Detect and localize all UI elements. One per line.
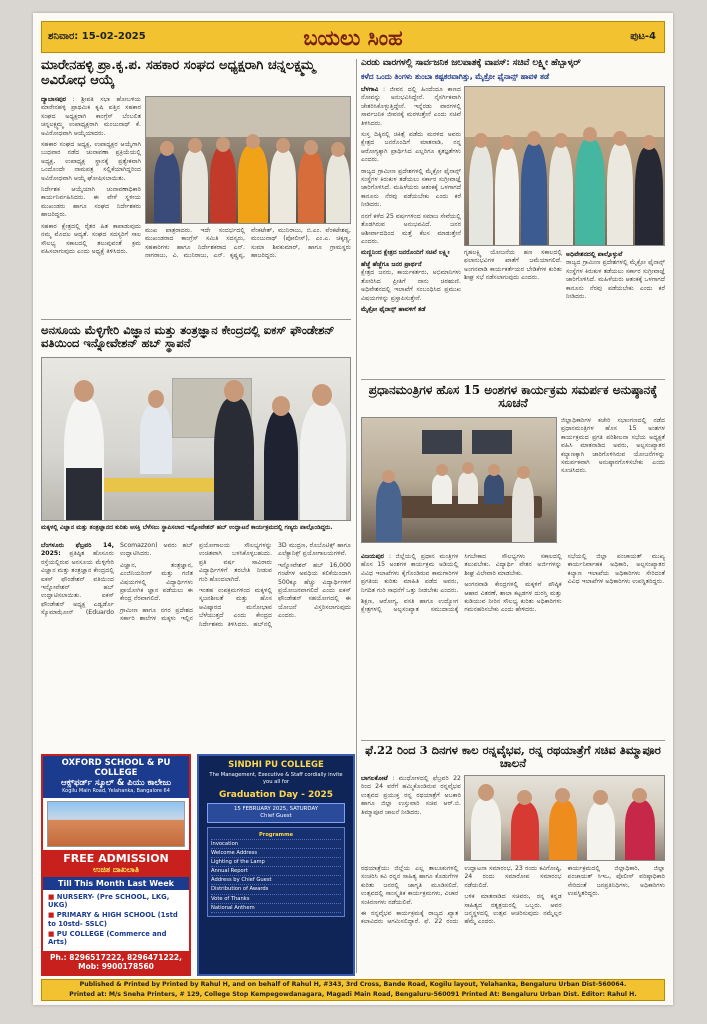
article1-body-col1: ದ್ಯಾಬಾಸಪುರ : ಶ್ರೀಪತಿ ಸಭಾ ಹೋಬಳಿಯ ಮಾರೇನಹಳ್ಳಿ ಪ್ರಾಥಮಿಕ ಕೃಷಿ ಪತ್ತಿನ ಸಹಕಾರ ಸಂಘದ ಅಧ್ಯಕ್ಷರಾಗಿ ಕಾಂಗ್ರೆಸ್ ಬೆಂಬಲಿತ ಚನ್ನಲಕ್ಷ್ಮಮ್ಮ ಉಪಾಧ್ಯಕ್ಷರಾಗಿ ಮಂಜುನಾಥ್ ಕೆ. ಅವಿರೋಧವಾಗಿ ಆಯ್ಕೆಯಾದರು. ಸಹಕಾರ ಸಂಘದ ಅಧ್ಯಕ್ಷ, ಉಪಾಧ್ಯಕ್ಷರ ಆಯ್ಕೆಗಾಗಿ ಬುಧವಾರ ನಡೆದ ಚುನಾವಣಾ ಪ್ರಕ್ರಿಯೆಯಲ್ಲಿ ಅಧ್ಯಕ್ಷ, ಉಪಾಧ್ಯಕ್ಷ ಸ್ಥಾನಕ್ಕೆ ಪ್ರತ್ಯೇಕವಾಗಿ ಒಂದೊಂದೇ ನಾಮಪತ್ರ ಸಲ್ಲಿಕೆಯಾಗಿದ್ದರಿಂದ ಅವಿರೋಧವಾಗಿ ಆಯ್ಕೆ ಘೋಷಿಸಲಾಯಿತು. ನಿರ್ದೇಶಕ ಆಯ್ಕೆಯಾಗಿ ಚುನಾವಣಾಧಿಕಾರಿ ಕಾರ್ಯನಿರ್ವಹಿಸಿದರು. ಈ ವೇಳೆ ಸ್ಥಳೀಯ ಮುಖಂಡರು ಹಾಗೂ ಸಂಘದ ನಿರ್ದೇಶಕರು ಹಾಜರಿದ್ದರು. ಸಹಕಾರ ಕ್ಷೇತ್ರದಲ್ಲಿ ರೈತರ ಹಿತ ಕಾಪಾಡುವುದು ನಮ್ಮ ಮೊದಲ ಆದ್ಯತೆ. ಸಂಘದ ಸದಸ್ಯರಿಗೆ ಸಾಲ ಸೌಲಭ್ಯ ಸಕಾಲದಲ್ಲಿ ತಲುಪುವಂತೆ ಕ್ರಮ ವಹಿಸಲಾಗುವುದು ಎಂದು ಅಧ್ಯಕ್ಷೆ ತಿಳಿಸಿದರು. [41,96,141,255]
divider [41,319,351,320]
article5-para: ಮುಧೋಳದಲ್ಲಿ ಫೆಬ್ರವರಿ 22 ರಿಂದ 24 ವರೆಗೆ ಹಮ್ಮಿಕೊಂಡಿರುವ ರನ್ನವೈಭವ ಉತ್ಸವದ ಪ್ರಯುಕ್ತ ರನ್ನ ರಥಯಾತ್ರೆಗೆ ಅಬಕಾರಿ ಹಾಗೂ ಜಿಲ್ಲಾ ಉಸ್ತುವಾರಿ ಸಚಿವ ಆರ್.ಬಿ. ತಿಮ್ಮಾಪೂರ ಚಾಲನೆ ನೀಡಿದರು. [361,775,461,816]
ad-oxford-name-kn: ಆಕ್ಸ್‌ಫರ್ಡ್ ಸ್ಕೂಲ್ & ಪಿಯು ಕಾಲೇಜು [60,777,172,788]
programme-item: Distribution of Awards [211,885,341,894]
ad-sindhi-date: 15 FEBRUARY 2025, SATURDAY Chief Guest [207,803,345,824]
article2-caption: ಮಕ್ಕಳಲ್ಲಿ ವಿಜ್ಞಾನ ಮತ್ತು ತಂತ್ರಜ್ಞಾನದ ಕುರಿತು ಆಸಕ್ತಿ ಬೆಳೆಸಲು ಸ್ಥಾಪಿಸಲಾದ ಇನ್ನೋವೇಶನ್ ಹಬ್ ಉದ್ಘಾಟನೆ ಕಾರ್ಯಕ್ರಮದಲ್ಲಿ ಗಣ್ಯರು ಪಾಲ್ಗೊಂಡಿದ್ದರು. [41,524,333,531]
article3-para: ಜೀವನ ದಲ್ಲಿ ಹಿಂದೆಂದೂ ಕಾಣದ ನೋವನ್ನು ಅನುಭವಿಸಿದ್ದೇನೆ. ನೈಸರ್ಗಿಕವಾಗಿ ಚೇತರಿಸಿಕೊಳ್ಳುತ್ತಿದ್ದೇನೆ. ಇನ್ನೆರಡು ವಾರಗಳಲ್ಲಿ ಸಾರ್ವಜನಿಕ ಜೀವನಕ್ಕೆ ಮರಳುತ್ತೇನೆ ಎಂದು ಸಚಿವೆ ತಿಳಿಸಿದರು. [361,86,461,127]
article3-para: ರಾಜ್ಯದ ಗ್ರಾಮೀಣ ಪ್ರದೇಶಗಳಲ್ಲಿ ಮೈಕ್ರೋ ಫೈನಾನ್ಸ್ ಸಂಸ್ಥೆಗಳ ಕಿರುಕುಳ ತಡೆಯಲು ಸರ್ಕಾರ ಸುಗ್ರೀವಾಜ್ಞೆ ಜಾರಿಗೊಳಿಸಿದೆ. ಮಹಿಳೆಯರು ಆತಂಕಕ್ಕೆ ಒಳಗಾಗದೆ ಕಾನೂನು ನೆರವು ಪಡೆಯಬೇಕು ಎಂದು ಕರೆ ನೀಡಿದರು. [566,259,665,301]
ad-sindhi-tagline: The Management, Executive & Staff cordially invite you all for [209,772,343,785]
ad-mobile: Mob: 9900178560 [78,962,154,972]
article4-dateline: ವಿಜಯಪುರ [361,553,385,560]
article1-para: ಶ್ರೀಪತಿ ಸಭಾ ಹೋಬಳಿಯ ಮಾರೇನಹಳ್ಳಿ ಪ್ರಾಥಮಿಕ ಕೃಷಿ ಪತ್ತಿನ ಸಹಕಾರ ಸಂಘದ ಅಧ್ಯಕ್ಷರಾಗಿ ಕಾಂಗ್ರೆಸ್ ಬೆಂಬಲಿತ ಚನ್ನಲಕ್ಷ್ಮಮ್ಮ ಉಪಾಧ್ಯಕ್ಷರಾಗಿ ಮಂಜುನಾಥ್ ಕೆ. ಅವಿರೋಧವಾಗಿ ಆಯ್ಕೆಯಾದರು. [41,96,141,137]
article5-body-col1: ಬಾಗಲಕೋಟೆ : ಮುಧೋಳದಲ್ಲಿ ಫೆಬ್ರವರಿ 22 ರಿಂದ 24 ವರೆಗೆ ಹಮ್ಮಿಕೊಂಡಿರುವ ರನ್ನವೈಭವ ಉತ್ಸವದ ಪ್ರಯುಕ್ತ ರನ್ನ ರಥಯಾತ್ರೆಗೆ ಅಬಕಾರಿ ಹಾಗೂ ಜಿಲ್ಲಾ ಉಸ್ತುವಾರಿ ಸಚಿವ ಆರ್.ಬಿ. ತಿಮ್ಮಾಪೂರ ಚಾಲನೆ ನೀಡಿದರು. [361,775,461,816]
ad-sindhi-name: SINDHI PU COLLEGE [228,760,324,770]
article1-para: ನಿರ್ದೇಶಕ ಆಯ್ಕೆಯಾಗಿ ಚುನಾವಣಾಧಿಕಾರಿ ಕಾರ್ಯನಿರ್ವಹಿಸಿದರು. ಈ ವೇಳೆ ಸ್ಥಳೀಯ ಮುಖಂಡರು ಹಾಗೂ ಸಂಘದ ನಿರ್ದೇಶಕರು ಹಾಜರಿದ್ದರು. [41,186,141,219]
article1-para: ಸಹಕಾರ ಕ್ಷೇತ್ರದಲ್ಲಿ ರೈತರ ಹಿತ ಕಾಪಾಡುವುದು ನಮ್ಮ ಮೊದಲ ಆದ್ಯತೆ. ಸಂಘದ ಸದಸ್ಯರಿಗೆ ಸಾಲ ಸೌಲಭ್ಯ ಸಕಾಲದಲ್ಲಿ ತಲುಪುವಂತೆ ಕ್ರಮ ವಹಿಸಲಾಗುವುದು ಎಂದು ಅಧ್ಯಕ್ಷೆ ತಿಳಿಸಿದರು. [41,222,141,255]
article5-dateline: ಬಾಗಲಕೋಟೆ [361,775,388,782]
oxford-school-ad[interactable] [41,754,191,976]
article3-dateline: ಬೆಳಗಾವಿ [361,86,379,93]
divider [361,740,665,741]
article1-photo [145,96,351,224]
article5-para: ರಥಯಾತ್ರೆಯು ಜಿಲ್ಲೆಯ ಎಲ್ಲ ತಾಲೂಕುಗಳಲ್ಲಿ ಸಂಚರಿಸಿ ಕವಿ ರನ್ನನ ಸಾಹಿತ್ಯ ಹಾಗೂ ಕೊಡುಗೆಗಳ ಕುರಿತು ಜನರಲ್ಲಿ ಜಾಗೃತಿ ಮೂಡಿಸಲಿದೆ. ಉತ್ಸವದಲ್ಲಿ ಸಾಂಸ್ಕೃತಿಕ ಕಾರ್ಯಕ್ರಮಗಳು, ವಿಚಾರ ಸಂಕಿರಣಗಳು ನಡೆಯಲಿವೆ. [361,865,459,906]
programme-list [207,827,345,917]
school-building-image [47,801,185,847]
article2-para: ಗ್ರಾಮೀಣ ಹಾಗೂ ನಗರ ಪ್ರದೇಶದ ಸರ್ಕಾರಿ ಶಾಲೆಗಳ ಮಕ್ಕಳು ಇಲ್ಲಿನ ಪ್ರಯೋಗಾಲಯ ಸೌಲಭ್ಯಗಳನ್ನು ಉಚಿತವಾಗಿ ಬಳಸಿಕೊಳ್ಳಬಹುದು. ಪ್ರತಿ ವರ್ಷ ಸಾವಿರಾರು ವಿದ್ಯಾರ್ಥಿಗಳಿಗೆ ತರಬೇತಿ ನೀಡುವ ಗುರಿ ಹೊಂದಲಾಗಿದೆ. [120,542,272,623]
article4-body: ವಿಜಯಪುರ : ಜಿಲ್ಲೆಯಲ್ಲಿ ಪ್ರಧಾನ ಮಂತ್ರಿಗಳ ಹೊಸ 15 ಅಂಶಗಳ ಕಾರ್ಯಕ್ರಮ ಅಡಿಯಲ್ಲಿ ವಿವಿಧ ಇಲಾಖೆಗಳು ಕೈಗೊಂಡಿರುವ ಕಾಮಗಾರಿಗಳ ಪ್ರಗತಿಯ ಕುರಿತು ಮಾಹಿತಿ ಪಡೆದ ಅವರು, ನಿಗದಿತ ಗುರಿ ಸಾಧನೆಗೆ ಒತ್ತು ನೀಡಬೇಕು ಎಂದರು. ಶಿಕ್ಷಣ, ಆರೋಗ್ಯ, ವಸತಿ ಹಾಗೂ ಉದ್ಯೋಗ ಕ್ಷೇತ್ರಗಳಲ್ಲಿ ಅಲ್ಪಸಂಖ್ಯಾತ ಸಮುದಾಯಕ್ಕೆ ಸಿಗಬೇಕಾದ ಸೌಲಭ್ಯಗಳು ಸಕಾಲದಲ್ಲಿ ತಲುಪಬೇಕು. ವಿದ್ಯಾರ್ಥಿ ವೇತನ ಅರ್ಜಿಗಳನ್ನು ಶೀಘ್ರ ವಿಲೇವಾರಿ ಮಾಡಬೇಕು. ಅಂಗನವಾಡಿ ಕೇಂದ್ರಗಳಲ್ಲಿ ಮಕ್ಕಳಿಗೆ ಪೌಷ್ಠಿಕ ಆಹಾರ ವಿತರಣೆ, ಶಾಲಾ ಕಟ್ಟಡಗಳ ದುರಸ್ತಿ ಮತ್ತು ಕುಡಿಯುವ ನೀರಿನ ಸೌಲಭ್ಯ ಕುರಿತು ಅಧಿಕಾರಿಗಳು ಗಮನಹರಿಸಬೇಕು ಎಂದು ಹೇಳಿದರು. ಸಭೆಯಲ್ಲಿ ಜಿಲ್ಲಾ ಪಂಚಾಯತ್ ಮುಖ್ಯ ಕಾರ್ಯನಿರ್ವಾಹಕ ಅಧಿಕಾರಿ, ಅಲ್ಪಸಂಖ್ಯಾತರ ಕಲ್ಯಾಣ ಇಲಾಖೆಯ ಅಧಿಕಾರಿಗಳು ಸೇರಿದಂತೆ ವಿವಿಧ ಇಲಾಖೆಗಳ ಅಧಿಕಾರಿಗಳು ಉಪಸ್ಥಿತರಿದ್ದರು. [361,553,665,614]
programme-item: Welcome Address [211,849,341,858]
course-item: ■ PRIMARY & HIGH SCHOOL (1std to 10std- SSLC) [48,911,178,928]
imprint-line: Printed at: M/s Sneha Printers, # 129, College Stop Kempegowdanagara, Magadi Main Road, Bengaluru-560091 Printed At: Bengaluru Urban Dist. Editor: Rahul H. [69,991,637,998]
article5-para: ಕಾರ್ಯಕ್ರಮದಲ್ಲಿ ಜಿಲ್ಲಾಧಿಕಾರಿ, ಜಿಲ್ಲಾ ಪಂಚಾಯತ್ ಸಿಇಒ, ಪೊಲೀಸ್ ವರಿಷ್ಠಾಧಿಕಾರಿ ಸೇರಿದಂತೆ ಜನಪ್ರತಿನಿಧಿಗಳು, ಅಧಿಕಾರಿಗಳು ಉಪಸ್ಥಿತರಿದ್ದರು. [567,865,665,898]
article3-body-col2 [464,249,562,375]
article2-body [41,542,351,748]
article1-headline: ಮಾರೇನಹಳ್ಳಿ ಪ್ರಾ.ಕೃ.ಪ. ಸಹಕಾರ ಸಂಘದ ಅಧ್ಯಕ್ಷರಾಗಿ ಚನ್ನಲಕ್ಷ್ಮಮ್ಮ ಅವಿರೋಧ ಆಯ್ಕೆ [41,58,315,88]
article1-dateline: ದ್ಯಾಬಾಸಪುರ [41,96,67,103]
article2-dateline: ಬೆಂಗಳೂರು ಫೆಬ್ರವರಿ 14, 2025: [41,542,114,558]
article3-body-col1: ಬೆಳಗಾವಿ : ಜೀವನ ದಲ್ಲಿ ಹಿಂದೆಂದೂ ಕಾಣದ ನೋವನ್ನು ಅನುಭವಿಸಿದ್ದೇನೆ. ನೈಸರ್ಗಿಕವಾಗಿ ಚೇತರಿಸಿಕೊಳ್ಳುತ್ತಿದ್ದೇನೆ. ಇನ್ನೆರಡು ವಾರಗಳಲ್ಲಿ ಸಾರ್ವಜನಿಕ ಜೀವನಕ್ಕೆ ಮರಳುತ್ತೇನೆ ಎಂದು ಸಚಿವೆ ತಿಳಿಸಿದರು. ಸುಸ್ತ ದಿಕ್ಕಿನಲ್ಲಿ ಚಿಕಿತ್ಸೆ ಪಡೆದು ಮರಳಿದ ಅವರು ಕ್ಷೇತ್ರದ ಜನರೊಂದಿಗೆ ಮಾತನಾಡಿ, ನನ್ನ ಆರೋಗ್ಯಕ್ಕಾಗಿ ಪ್ರಾರ್ಥಿಸಿದ ಎಲ್ಲರಿಗೂ ಕೃತಜ್ಞತೆಗಳು ಎಂದರು. ರಾಜ್ಯದ ಗ್ರಾಮೀಣ ಪ್ರದೇಶಗಳಲ್ಲಿ ಮೈಕ್ರೋ ಫೈನಾನ್ಸ್ ಸಂಸ್ಥೆಗಳ ಕಿರುಕುಳ ತಡೆಯಲು ಸರ್ಕಾರ ಸುಗ್ರೀವಾಜ್ಞೆ ಜಾರಿಗೊಳಿಸಿದೆ. ಮಹಿಳೆಯರು ಆತಂಕಕ್ಕೆ ಒಳಗಾಗದೆ ಕಾನೂನು ನೆರವು ಪಡೆಯಬೇಕು ಎಂದು ಕರೆ ನೀಡಿದರು. ನನಗೆ ಕಳೆದ 25 ವರ್ಷಗಳಿಂದ ಸಮಾಜ ಸೇವೆಯಲ್ಲಿ ತೊಡಗಿರುವ ಅನುಭವವಿದೆ. ಜನರ ಆಶೀರ್ವಾದದಿಂದ ಮತ್ತೆ ಕೆಲಸ ಮಾಡುತ್ತೇನೆ ಎಂದರು. [361,86,461,245]
article4-headline: ಪ್ರಧಾನಮಂತ್ರಿಗಳ ಹೊಸ 15 ಅಂಶಗಳ ಕಾರ್ಯಕ್ರಮ ಸಮರ್ಪಕ ಅನುಷ್ಠಾನಕ್ಕೆ ಸೂಚನೆ [368,383,658,411]
article3-para: ಕ್ಷೇತ್ರದ ಜನರು, ಕಾರ್ಯಕರ್ತರು, ಅಭಿಮಾನಿಗಳು ತೋರಿಸಿದ ಪ್ರೀತಿಗೆ ನಾನು ಚಿರಋಣಿ. ಅಧಿವೇಶನದಲ್ಲಿ ಇಲಾಖೆಗೆ ಸಂಬಂಧಿಸಿದ ಪ್ರಮುಖ ವಿಷಯಗಳನ್ನು ಪ್ರಸ್ತಾಪಿಸುತ್ತೇನೆ. [361,269,461,302]
free-admission-banner [43,850,189,877]
ad-contact [43,951,189,975]
article5-photo [464,775,665,861]
ad-oxford-name: OXFORD SCHOOL & PU COLLEGE [61,758,171,778]
ad-deadline: Till This Month Last Week [43,877,189,890]
course-item: ■ PU COLLEGE (Commerce and Arts) [48,929,167,946]
article5-para: ಬಳಿಕ ಮಾತನಾಡಿದ ಸಚಿವರು, ರನ್ನ ಕನ್ನಡ ಸಾಹಿತ್ಯದ ರತ್ನತ್ರಯರಲ್ಲಿ ಒಬ್ಬರು. ಅವರ ಜನ್ಮಸ್ಥಳದಲ್ಲಿ ಉತ್ಸವ ಆಚರಿಸುವುದು ನಮ್ಮೆಲ್ಲರ ಹೆಮ್ಮೆ ಎಂದರು. [464,893,562,926]
article3-para: ನನಗೆ ಕಳೆದ 25 ವರ್ಷಗಳಿಂದ ಸಮಾಜ ಸೇವೆಯಲ್ಲಿ ತೊಡಗಿರುವ ಅನುಭವವಿದೆ. ಜನರ ಆಶೀರ್ವಾದದಿಂದ ಮತ್ತೆ ಕೆಲಸ ಮಾಡುತ್ತೇನೆ ಎಂದರು. [361,212,461,245]
page-number: ಪುಟ-4 [630,31,656,42]
article2-para: ಇಂತಹ ಉಪಕ್ರಮಗಳಿಂದ ಮಕ್ಕಳಲ್ಲಿ ಸೃಜನಶೀಲತೆ ಮತ್ತು ಹೊಸ ಆವಿಷ್ಕಾರದ ಮನೋಭಾವ ಬೆಳೆಯುತ್ತದೆ ಎಂದು ಕೇಂದ್ರದ ನಿರ್ದೇಶಕರು ತಿಳಿಸಿದರು. ಹಬ್‌ನಲ್ಲಿ 3D ಮುದ್ರಣ, ರೊಬೊಟಿಕ್ಸ್ ಹಾಗೂ ಎಲೆಕ್ಟ್ರಾನಿಕ್ಸ್ ಪ್ರಯೋಗಾಲಯಗಳಿವೆ. [199,542,351,628]
newspaper-page [33,13,673,1005]
course-list [43,890,189,951]
imprint-footer [41,979,665,1001]
article5-para: ಈ ರನ್ನವೈಭವ ಕಾರ್ಯಕ್ರಮಕ್ಕೆ ರಾಜ್ಯದ ಖ್ಯಾತ ಕಲಾವಿದರು ಆಗಮಿಸಲಿದ್ದಾರೆ. ಫೆ. 22 ರಂದು ಉದ್ಘಾಟನಾ ಸಮಾರಂಭ, 23 ರಂದು ಕವಿಗೋಷ್ಠಿ, 24 ರಂದು ಸಮಾರೋಪ ಸಮಾರಂಭ ನಡೆಯಲಿದೆ. [361,865,562,926]
ad-phone: Ph.: 8296517222, 8296471222, [50,952,182,962]
masthead [41,21,665,53]
article4-body-right: ಜಿಲ್ಲಾಧಿಕಾರಿಗಳ ಕಚೇರಿ ಸಭಾಂಗಣದಲ್ಲಿ ನಡೆದ ಪ್ರಧಾನಮಂತ್ರಿಗಳ ಹೊಸ 15 ಅಂಶಗಳ ಕಾರ್ಯಕ್ರಮದ ಪ್ರಗತಿ ಪರಿಶೀಲನಾ ಸಭೆಯ ಅಧ್ಯಕ್ಷತೆ ವಹಿಸಿ ಮಾತನಾಡಿದ ಅವರು, ಅಲ್ಪಸಂಖ್ಯಾತರ ಕಲ್ಯಾಣಕ್ಕಾಗಿ ಜಾರಿಗೊಳಿಸಿರುವ ಯೋಜನೆಗಳನ್ನು ಸಮರ್ಪಕವಾಗಿ ಅನುಷ್ಠಾನಗೊಳಿಸಬೇಕು ಎಂದು ಸೂಚಿಸಿದರು. [561,417,665,475]
ad-sindhi-event: Graduation Day - 2025 [218,789,334,800]
article2-para: ಪ್ರತಿಷ್ಠಿತ ಹೊಸೂರು ರಸ್ತೆಯಲ್ಲಿರುವ ಅನಸೂಯ ಮೆಳ್ಳಿಗೇರಿ ವಿಜ್ಞಾನ ಮತ್ತು ತಂತ್ರಜ್ಞಾನ ಕೇಂದ್ರದಲ್ಲಿ ಐಕಸ್ ಫೌಂಡೇಶನ್ ವತಿಯಿಂದ ಇನ್ನೋವೇಶನ್ ಹಬ್ ಉದ್ಘಾಟಿಸಲಾಯಿತು. ಐಕಸ್ ಫೌಂಡೇಶನ್ ಅಧ್ಯಕ್ಷ ಎಡ್ವರ್ಡೊ ಸ್ಕೊಮಾಝೋನ್ (Eduardo Scomazzon) ಅವರು ಹಬ್‌ ಉದ್ಘಾಟಿಸಿದರು. [41,542,193,617]
article3-subsection: ಅಧಿವೇಶನದಲ್ಲಿ ಪಾಲ್ಗೊಳ್ಳುವೆ [566,251,623,258]
article2-para: ಇನ್ನೋವೇಶನ್ ಹಬ್ 16,000 ಗಂಟೆಗಳ ಅವಧಿಯ ಕಲಿಕೆಯಿಂದಾಗಿ 500ಕ್ಕೂ ಹೆಚ್ಚು ವಿದ್ಯಾರ್ಥಿಗಳಿಗೆ ಪ್ರಯೋಜನವಾಗಲಿದೆ ಎಂದು ಐಕಸ್ ಫೌಂಡೇಶನ್ ಸಹಯೋಗದಲ್ಲಿ ಈ ಯೋಜನೆ ವಿಸ್ತರಿಸಲಾಗುವುದು ಎಂದರು. [278,561,351,620]
chief-guest-label: Chief Guest [260,812,292,819]
article4-para: ಶಿಕ್ಷಣ, ಆರೋಗ್ಯ, ವಸತಿ ಹಾಗೂ ಉದ್ಯೋಗ ಕ್ಷೇತ್ರಗಳಲ್ಲಿ ಅಲ್ಪಸಂಖ್ಯಾತ ಸಮುದಾಯಕ್ಕೆ ಸಿಗಬೇಕಾದ ಸೌಲಭ್ಯಗಳು ಸಕಾಲದಲ್ಲಿ ತಲುಪಬೇಕು. ವಿದ್ಯಾರ್ಥಿ ವೇತನ ಅರ್ಜಿಗಳನ್ನು ಶೀಘ್ರ ವಿಲೇವಾರಿ ಮಾಡಬೇಕು. [361,553,562,614]
article3-body-col1b [361,259,461,375]
article3-photo-caption: ಮಣ್ಣಿನಿಂದ ಕ್ಷೇತ್ರದ ಜನರೊಂದಿಗೆ ಸಚಿವೆ ಲಕ್ಷ್ಮೀ [361,249,450,256]
newspaper-title: ಬಯಲು ಸಿಂಹ [303,25,403,50]
programme-item: Annual Report [211,867,341,876]
article3-photo [464,86,665,246]
article3-para: ಗೃಹಲಕ್ಷ್ಮಿ ಯೋಜನೆಯ ಹಣ ಸಕಾಲದಲ್ಲಿ ಫಲಾನುಭವಿಗಳ ಖಾತೆಗೆ ಜಮೆಯಾಗಲಿದೆ. ಅಂಗನವಾಡಿ ಕಾರ್ಯಕರ್ತೆಯರ ಬೇಡಿಕೆಗಳ ಕುರಿತು ಶೀಘ್ರ ಸಭೆ ನಡೆಸಲಾಗುವುದು ಎಂದರು. [464,249,562,282]
programme-item: National Anthem [211,904,341,913]
programme-title: Programme [211,831,341,840]
article2-photo [41,357,351,521]
imprint-line: Published & Printed by Printed by Rahul H, and on behalf of Rahul H, #343, 3rd Cross, Bande Road, Kogilu layout, Yelahanka, Bengaluru Urban Dist-560064. [79,981,627,988]
free-admission-text: FREE ADMISSION [63,852,169,866]
course-item: ■ NURSERY- (Pre SCHOOL, LKG, UKG) [48,893,170,910]
issue-date: ಶನಿವಾರ: 15-02-2025 [48,31,146,42]
programme-item: Invocation [211,840,341,849]
article4-photo [361,417,557,543]
article2-para: ವಿಜ್ಞಾನ, ತಂತ್ರಜ್ಞಾನ, ಎಂಜಿನಿಯರಿಂಗ್ ಮತ್ತು ಗಣಿತ ವಿಷಯಗಳಲ್ಲಿ ವಿದ್ಯಾರ್ಥಿಗಳು ಪ್ರಾಯೋಗಿಕ ಜ್ಞಾನ ಪಡೆಯಲು ಈ ಕೇಂದ್ರ ನೆರವಾಗಲಿದೆ. [120,561,193,603]
free-admission-text-kn: ಉಚಿತ ದಾಖಲಾತಿ [93,865,139,875]
divider [361,379,665,380]
article3-body-col3 [566,249,665,375]
article4-para: ಸಭೆಯಲ್ಲಿ ಜಿಲ್ಲಾ ಪಂಚಾಯತ್ ಮುಖ್ಯ ಕಾರ್ಯನಿರ್ವಾಹಕ ಅಧಿಕಾರಿ, ಅಲ್ಪಸಂಖ್ಯಾತರ ಕಲ್ಯಾಣ ಇಲಾಖೆಯ ಅಧಿಕಾರಿಗಳು ಸೇರಿದಂತೆ ವಿವಿಧ ಇಲಾಖೆಗಳ ಅಧಿಕಾರಿಗಳು ಉಪಸ್ಥಿತರಿದ್ದರು. [567,553,665,586]
column-divider [356,59,357,973]
article5-body [361,865,665,973]
programme-item: Address by Chief Guest [211,876,341,885]
article3-subhead: ಕಳೆದ ಒಂದು ತಿಂಗಳು ತುಂಬಾ ಕಷ್ಟಕರವಾಗಿತ್ತು, ಮೈಕ್ರೋ ಫೈನಾನ್ಸ್ ಹಾವಳಿ ತಡೆ [361,72,550,81]
programme-item: Vote of Thanks [211,895,341,904]
ad-oxford-address: Kogilu Main Road, Yelahanka, Bangalore 64 [62,788,170,795]
sindhi-pu-college-ad[interactable] [197,754,355,976]
article3-subsection: ಮೈಕ್ರೋ ಫೈನಾನ್ಸ್ ಹಾವಳಿಗೆ ತಡೆ [361,306,426,314]
article5-headline: ಫೆ.22 ರಿಂದ 3 ದಿನಗಳ ಕಾಲ ರನ್ನವೈಭವ, ರನ್ನ ರಥಯಾತ್ರೆಗೆ ಸಚಿವ ತಿಮ್ಮಾಪೂರ ಚಾಲನೆ [365,743,661,770]
article3-para: ರಾಜ್ಯದ ಗ್ರಾಮೀಣ ಪ್ರದೇಶಗಳಲ್ಲಿ ಮೈಕ್ರೋ ಫೈನಾನ್ಸ್ ಸಂಸ್ಥೆಗಳ ಕಿರುಕುಳ ತಡೆಯಲು ಸರ್ಕಾರ ಸುಗ್ರೀವಾಜ್ಞೆ ಜಾರಿಗೊಳಿಸಿದೆ. ಮಹಿಳೆಯರು ಆತಂಕಕ್ಕೆ ಒಳಗಾಗದೆ ಕಾನೂನು ನೆರವು ಪಡೆಯಬೇಕು ಎಂದು ಕರೆ ನೀಡಿದರು. [361,167,461,209]
article1-body-bottom: ಮುಖ ಪಾತ್ರರಾದರು. ಇದೇ ಸಂದರ್ಭದಲ್ಲಿ ಮುಖಂಡರಾದ ಕಾಂಗ್ರೆಸ್ ಸಮಿತಿ ಸದಸ್ಯರು, ಸಹಕಾರಿಗಳು ಹಾಗೂ ನಿರ್ದೇಶಕರಾದ ಎನ್. ನಾಗರಾಜು, ವಿ. ಮುನಿರಾಜು, ಎನ್. ಕೃಷ್ಣಪ್ಪ, ವೆಂಕಟೇಶ್, ಮುನಿರಾಜು, ಬಿ.ಎಂ. ವೆಂಕಟೇಶಪ್ಪ, ಮಂಜುನಾಥ್ (ಪೋಲೀಸ್), ಎಂ.ಎ. ಚಿಕ್ಕಣ್ಣ, ಸುಮಾ ಶಿವಕುಮಾರ್, ಹಾಗೂ ಗ್ರಾಮಸ್ಥರು ಹಾಜರಿದ್ದರು. [145,227,351,260]
article3-subsection: ಹೆಜ್ಜೆ ಹೆಜ್ಜೆಗೂ ಜನರ ಪ್ರಾರ್ಥನೆ [361,261,422,268]
programme-item: Lighting of the Lamp [211,858,341,867]
article3-para: ಸುಸ್ತ ದಿಕ್ಕಿನಲ್ಲಿ ಚಿಕಿತ್ಸೆ ಪಡೆದು ಮರಳಿದ ಅವರು ಕ್ಷೇತ್ರದ ಜನರೊಂದಿಗೆ ಮಾತನಾಡಿ, ನನ್ನ ಆರೋಗ್ಯಕ್ಕಾಗಿ ಪ್ರಾರ್ಥಿಸಿದ ಎಲ್ಲರಿಗೂ ಕೃತಜ್ಞತೆಗಳು ಎಂದರು. [361,131,461,164]
article4-para: ಜಿಲ್ಲೆಯಲ್ಲಿ ಪ್ರಧಾನ ಮಂತ್ರಿಗಳ ಹೊಸ 15 ಅಂಶಗಳ ಕಾರ್ಯಕ್ರಮ ಅಡಿಯಲ್ಲಿ ವಿವಿಧ ಇಲಾಖೆಗಳು ಕೈಗೊಂಡಿರುವ ಕಾಮಗಾರಿಗಳ ಪ್ರಗತಿಯ ಕುರಿತು ಮಾಹಿತಿ ಪಡೆದ ಅವರು, ನಿಗದಿತ ಗುರಿ ಸಾಧನೆಗೆ ಒತ್ತು ನೀಡಬೇಕು ಎಂದರು. [361,553,459,594]
article2-headline: ಅನಸೂಯ ಮೆಳ್ಳಿಗೇರಿ ವಿಜ್ಞಾನ ಮತ್ತು ತಂತ್ರಜ್ಞಾನ ಕೇಂದ್ರದಲ್ಲಿ ಐಕಸ್ ಫೌಂಡೇಶನ್ ವತಿಯಿಂದ ಇನ್ನೋವೇಶನ್ ಹಬ್ ಸ್ಥಾಪನೆ [41,323,335,350]
ad-oxford-header [43,756,189,798]
article1-para: ಸಹಕಾರ ಸಂಘದ ಅಧ್ಯಕ್ಷ, ಉಪಾಧ್ಯಕ್ಷರ ಆಯ್ಕೆಗಾಗಿ ಬುಧವಾರ ನಡೆದ ಚುನಾವಣಾ ಪ್ರಕ್ರಿಯೆಯಲ್ಲಿ ಅಧ್ಯಕ್ಷ, ಉಪಾಧ್ಯಕ್ಷ ಸ್ಥಾನಕ್ಕೆ ಪ್ರತ್ಯೇಕವಾಗಿ ಒಂದೊಂದೇ ನಾಮಪತ್ರ ಸಲ್ಲಿಕೆಯಾಗಿದ್ದರಿಂದ ಅವಿರೋಧವಾಗಿ ಆಯ್ಕೆ ಘೋಷಿಸಲಾಯಿತು. [41,141,141,182]
article4-para: ಅಂಗನವಾಡಿ ಕೇಂದ್ರಗಳಲ್ಲಿ ಮಕ್ಕಳಿಗೆ ಪೌಷ್ಠಿಕ ಆಹಾರ ವಿತರಣೆ, ಶಾಲಾ ಕಟ್ಟಡಗಳ ದುರಸ್ತಿ ಮತ್ತು ಕುಡಿಯುವ ನೀರಿನ ಸೌಲಭ್ಯ ಕುರಿತು ಅಧಿಕಾರಿಗಳು ಗಮನಹರಿಸಬೇಕು ಎಂದು ಹೇಳಿದರು. [464,581,562,614]
article3-headline: ಎರಡು ವಾರಗಳಲ್ಲಿ ಸಾರ್ವಜನಿಕ ಜಲಪಾತಕ್ಕೆ ವಾಪಸ್: ಸಚಿವೆ ಲಕ್ಷ್ಮೀ ಹೆಬ್ಬಾಳ್ಕರ್ [361,58,581,68]
